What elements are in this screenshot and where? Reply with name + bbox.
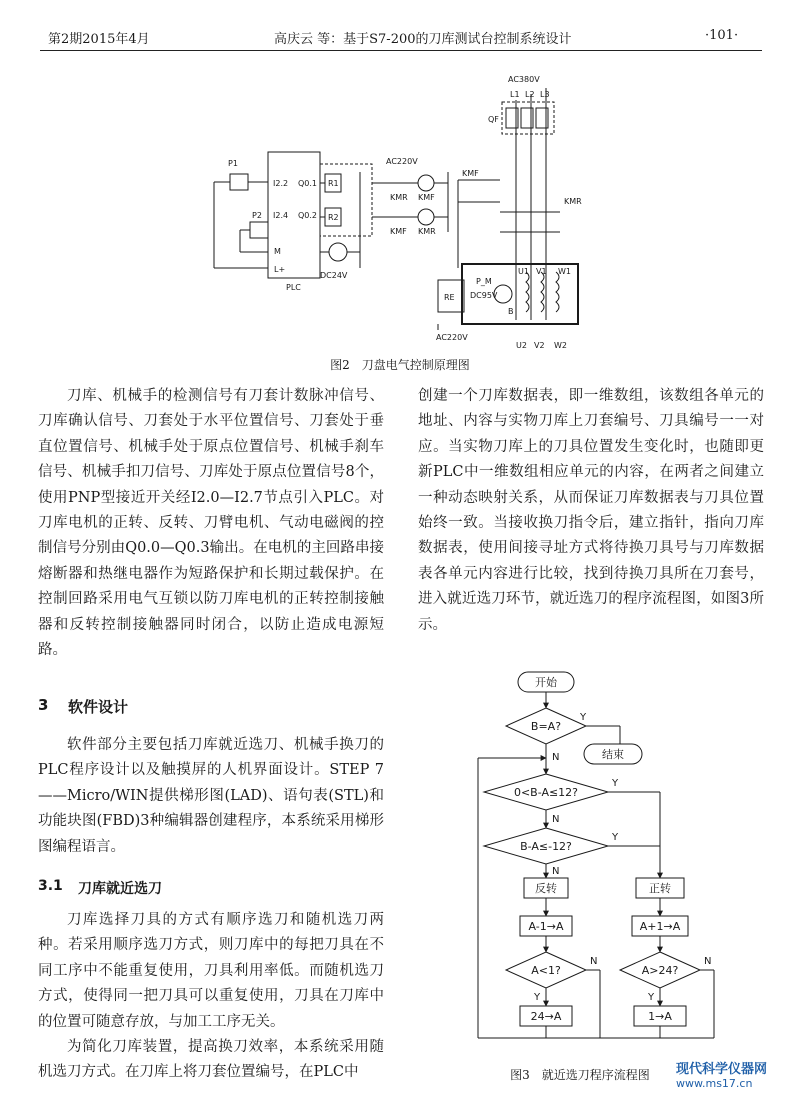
flow-start-label: 开始 [535,676,557,689]
label-w2: W2 [554,341,567,350]
flow-d3-label: B-A≤-12? [520,840,572,853]
flow-set1-label: 1→A [648,1010,672,1023]
section-number: 3 [38,696,49,714]
header-title: 高庆云 等：基于S7-200的刀库测试台控制系统设计 [274,32,572,47]
flow-d1-label: B=A? [530,720,562,733]
label-b: B [508,307,514,316]
label-i24: I2.4 [273,211,289,220]
label-p1: P1 [228,159,238,168]
flow-increment-label: A+1→A [639,920,681,933]
section-title: 软件设计 [68,698,129,716]
flow-yes-label: Y [534,992,541,1003]
label-m: M [274,247,281,256]
label-l2: L2 [525,90,535,99]
label-i22: I2.2 [273,179,289,188]
right-column [418,384,764,638]
flow-decrement-label: A-1→A [528,920,564,933]
flow-forward-label: 正转 [649,882,671,895]
flow-no-label: N [552,866,560,877]
flow-no-label: N [552,814,560,825]
label-re: RE [444,293,455,302]
label-ac220-top: AC220V [386,157,418,166]
flow-no-label: N [704,956,712,967]
label-ac220-bot: AC220V [436,333,468,342]
label-r2: R2 [328,213,339,222]
flow-set24-label: 24→A [530,1010,562,1023]
label-p2: P2 [252,211,262,220]
label-ac380: AC380V [508,75,540,84]
label-l1: L1 [510,90,520,99]
label-q02: Q0.2 [298,211,318,220]
flow-yes-label: Y [580,712,587,723]
flow-reverse-label: 反转 [535,882,557,895]
watermark-url: www.ms17.cn [676,1077,753,1090]
label-dc24: DC24V [320,271,348,280]
figure2-caption: 图2 刀盘电气控制原理图 [330,358,470,372]
header-issue: 第2期2015年4月 [48,32,150,47]
label-kmr-top: KMR [564,197,582,206]
header-rule [40,50,762,51]
label-pm: P_M [476,277,492,286]
subsection-title: 刀库就近选刀 [78,881,162,897]
figure3-caption: 图3 就近选刀程序流程图 [510,1068,650,1082]
label-lplus: L+ [274,265,286,274]
flow-no-label: N [590,956,598,967]
header-page: ·101· [705,28,739,43]
label-u2: U2 [516,341,527,350]
label-r1: R1 [328,179,339,188]
flow-d5-label: A>24? [641,964,679,977]
label-plc: PLC [286,283,301,292]
flow-yes-label: Y [648,992,655,1003]
paragraph: 刀库、机械手的检测信号有刀套计数脉冲信号、刀库确认信号、刀套处于水平位置信号、刀套处于垂直位置信号、机械手处于原点位置信号、机械手刹车信号、机械手扣刀信号、刀库处于原点位置信号8个，使用PNP型接近开关经I2.0—I2.7节点引入PLC。对刀库电机的正转、反转、刀臂电机、气动电磁阀的控制信号分别由Q0.0—Q0.3输出。在电机的主回路串接熔断器和热继电器作为短路保护和长期过载保护。在控制回路采用电气互锁以防刀库电机的正转控制接触器和反转控制接触器同时闭合，以防止造成电源短路。 [38,388,384,659]
label-kmf-a: KMF [418,193,435,202]
watermark-name: 现代科学仪器网 [676,1062,768,1077]
label-u1: U1 [518,267,529,276]
label-kmf-top: KMF [462,169,479,178]
flow-end-label: 结束 [602,748,624,761]
label-dc95: DC95V [470,291,498,300]
subsection-number: 3.1 [38,878,63,894]
label-l3: L3 [540,90,550,99]
label-kmf-b: KMF [390,227,407,236]
paragraph: 创建一个刀库数据表，即一维数组，该数组各单元的地址、内容与实物刀库上刀套编号、刀具编号一一对应。当实物刀库上的刀具位置发生变化时，也随即更新PLC中一维数组相应单元的内容，在两者之间建立一种动态映射关系，从而保证刀库数据表与刀具位置始终一致。当接收换刀指令后，建立指针，指向刀库数据表，使用间接寻址方式将待换刀具号与刀库数据表各单元内容进行比较，找到待换刀具所在刀套号，进入就近选刀环节，就近选刀的程序流程图，如图3所示。 [418,388,764,633]
flow-d2-label: 0<B-A≤12? [513,786,579,799]
label-v2: V2 [534,341,545,350]
flow-yes-label: Y [612,778,619,789]
left-column-middle [38,733,384,860]
label-kmr-a: KMR [390,193,408,202]
label-v1: V1 [536,267,547,276]
flow-d4-label: A<1? [531,964,561,977]
figure3-flowchart [470,668,740,1058]
label-kmr-b: KMR [418,227,436,236]
left-column-lower [38,908,384,1086]
label-w1: W1 [558,267,571,276]
flow-no-label: N [552,752,560,763]
paragraph: 软件部分主要包括刀库就近选刀、机械手换刀的PLC程序设计以及触摸屏的人机界面设计。STEP 7——Micro/WIN提供梯形图(LAD)、语句表(STL)和功能块图(FBD)3种编辑器创建程序，本系统采用梯形图编程语言。 [38,737,384,855]
watermark-logo [676,1058,796,1090]
flow-yes-label: Y [612,832,619,843]
left-column-upper [38,384,384,663]
label-qf: QF [488,115,499,124]
label-q01: Q0.1 [298,179,318,188]
figure2-schematic [200,72,600,352]
paragraph: 为简化刀库装置，提高换刀效率，本系统采用随机选刀方式。在刀库上将刀套位置编号，在PLC中 [38,1039,384,1081]
paragraph: 刀库选择刀具的方式有顺序选刀和随机选刀两种。若采用顺序选刀方式，则刀库中的每把刀具在不同工序中不能重复使用，刀具利用率低。而随机选刀方式，使得同一把刀具可以重复使用，刀具在刀库中的位置可随意存放，与加工工序无关。 [38,912,384,1030]
